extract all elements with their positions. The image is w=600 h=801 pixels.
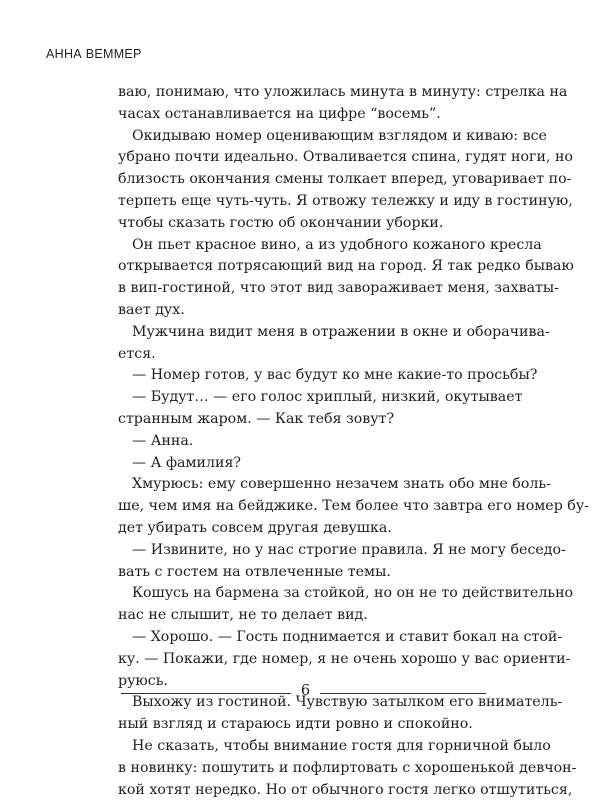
- text-line: вать с гостем на отвлеченные темы.: [118, 562, 496, 584]
- footer-rule-right: [320, 693, 486, 694]
- text-line: Хмурюсь: ему совершенно незачем знать обо мне боль-: [118, 474, 496, 496]
- text-line: — Номер готов, у вас будут ко мне какие-то просьбы?: [118, 365, 496, 387]
- text-line: в новинку: пошутить и пофлиртовать с хорошенькой девчон-: [118, 758, 496, 780]
- text-line: руюсь.: [118, 671, 496, 693]
- text-line: Он пьет красное вино, а из удобного кожаного кресла: [118, 235, 496, 257]
- text-line: — Анна.: [118, 431, 496, 453]
- text-line: — А фамилия?: [118, 453, 496, 475]
- text-line: открывается потрясающий вид на город. Я так редко бываю: [118, 256, 496, 278]
- text-line: Выхожу из гостиной. Чувствую затылком его вниматель-: [118, 692, 496, 714]
- page-number: 6: [291, 683, 320, 699]
- text-line: Окидываю номер оценивающим взглядом и киваю: все: [118, 126, 496, 148]
- text-line: — Будут… — его голос хриплый, низкий, окутывает: [118, 387, 496, 409]
- text-line: кой хотят нередко. Но от обычного гостя легко отшутиться,: [118, 780, 496, 801]
- footer-rule-left: [121, 693, 291, 694]
- text-line: терпеть еще чуть-чуть. Я отвожу тележку и иду в гостиную,: [118, 191, 496, 213]
- text-line: Не сказать, чтобы внимание гостя для горничной было: [118, 736, 496, 758]
- text-line: ется.: [118, 344, 496, 366]
- text-line: дет убирать совсем другая девушка.: [118, 518, 496, 540]
- text-line: близость окончания смены толкает вперед, уговаривает по-: [118, 169, 496, 191]
- text-line: ку. — Покажи, где номер, я не очень хорошо у вас ориенти-: [118, 649, 496, 671]
- text-line: странным жаром. — Как тебя зовут?: [118, 409, 496, 431]
- text-line: в вип-гостиной, что этот вид завораживает меня, захваты-: [118, 278, 496, 300]
- text-line: — Хорошо. — Гость поднимается и ставит бокал на стой-: [118, 627, 496, 649]
- text-line: часах останавливается на цифре “восемь”.: [118, 104, 496, 126]
- text-line: нас не слышит, не то делает вид.: [118, 605, 496, 627]
- running-head: АННА ВЕММЕР: [46, 47, 142, 61]
- text-line: ше, чем имя на бейджике. Тем более что завтра его номер бу-: [118, 496, 496, 518]
- text-line: чтобы сказать гостю об окончании уборки.: [118, 213, 496, 235]
- text-line: Кошусь на бармена за стойкой, но он не то действительно: [118, 583, 496, 605]
- text-line: ный взгляд и стараюсь идти ровно и спокойно.: [118, 714, 496, 736]
- text-line: вает дух.: [118, 300, 496, 322]
- text-line: ваю, понимаю, что уложилась минута в минуту: стрелка на: [118, 82, 496, 104]
- text-line: — Извините, но у нас строгие правила. Я не могу беседо-: [118, 540, 496, 562]
- text-line: Мужчина видит меня в отражении в окне и оборачива-: [118, 322, 496, 344]
- text-line: убрано почти идеально. Отваливается спина, гудят ноги, но: [118, 147, 496, 169]
